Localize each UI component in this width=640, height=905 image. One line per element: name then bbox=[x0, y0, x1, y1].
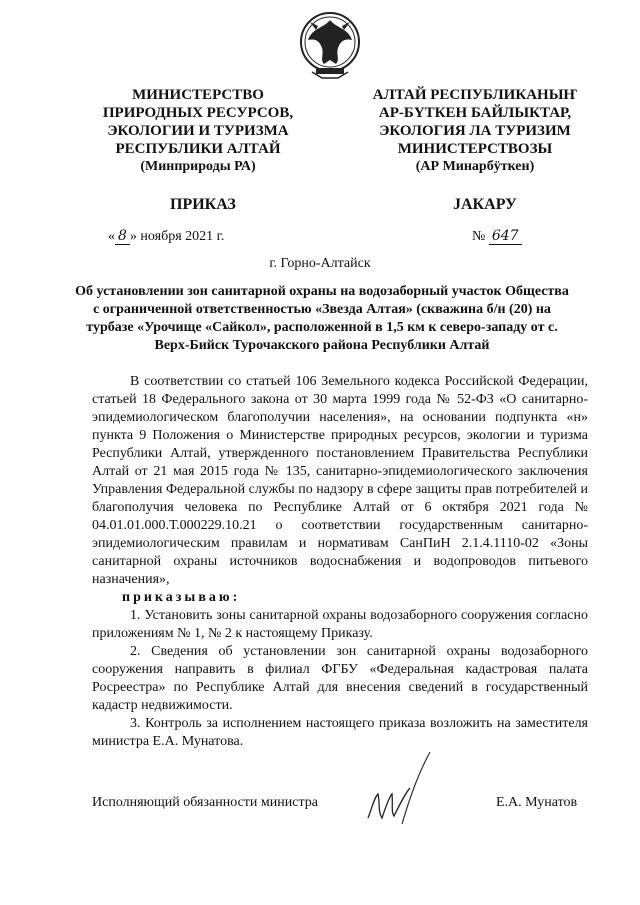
ministry-name-line: МИНИСТЕРСТВО bbox=[132, 87, 264, 103]
preamble-paragraph: В соответствии со статьей 106 Земельного кодекса Российской Федерации, статьей 18 Федерального закона от 30 марта 1999 года № 52-ФЗ «О санитарно-эпидемиологическом благополучии населения», на основании подпункта «н» пункта 9 Положения о Министерстве природных ресурсов, экологии и туризма Республики Алтай, утвержденного постановлением Правительства Республики Алтай от 21 мая 2015 года № 135, санитарно-эпидемиологического заключения Управления Федеральной службы по надзору в сфере защиты прав потребителей и благополучия человека по Республике Алтай от 6 октября 2021 года № 04.01.01.000.Т.000229.10.21 о соответствии государственным санитарно-эпидемиологическим правилам и нормативам СанПиН 2.1.4.1110-02 «Зоны санитарной охраны источников водоснабжения и водопроводов питьевого назначения», bbox=[92, 374, 588, 587]
signatory-title: Исполняющий обязанности министра bbox=[92, 795, 318, 810]
ministry-name-line: РЕСПУБЛИКИ АЛТАЙ bbox=[115, 141, 281, 157]
order-item: 3. Контроль за исполнением настоящего приказа возложить на заместителя министра Е.А. Мунатова. bbox=[92, 716, 588, 749]
ministry-name-line: АР-БҮТКЕН БАЙЛЫКТАР, bbox=[378, 105, 572, 121]
city-line: г. Горно-Алтайск bbox=[269, 256, 371, 271]
order-item: 2. Сведения об установлении зон санитарной охраны водозаборного сооружения направить в филиал ФГБУ «Федеральная кадастровая палата Росреестра» по Республике Алтай для внесения сведений в государственный кадастр недвижимости. bbox=[92, 644, 588, 713]
ministry-name-line: АЛТАЙ РЕСПУБЛИКАНЫҤ bbox=[372, 87, 578, 103]
signatory-name: Е.А. Мунатов bbox=[496, 795, 578, 810]
ministry-header-ru bbox=[82, 86, 314, 176]
ministry-header-alt bbox=[352, 86, 598, 176]
order-item: 1. Установить зоны санитарной охраны водозаборного сооружения согласно приложениям № 1, № 2 к настоящему Приказу. bbox=[92, 608, 588, 641]
handwritten-signature bbox=[360, 748, 440, 828]
order-date bbox=[108, 228, 224, 245]
order-body bbox=[92, 373, 588, 751]
ministry-name-line: ЭКОЛОГИИ И ТУРИЗМА bbox=[107, 123, 289, 139]
republic-emblem-icon bbox=[298, 10, 362, 82]
command-word: приказываю: bbox=[122, 590, 241, 605]
order-title-alt: JАКАРУ bbox=[453, 196, 517, 213]
number-handwritten: 647 bbox=[489, 228, 522, 245]
ministry-abbreviation: (Минприроды РА) bbox=[140, 159, 256, 174]
date-day-handwritten: 8 bbox=[115, 228, 130, 245]
number-prefix: № bbox=[472, 229, 486, 244]
order-title-ru: ПРИКАЗ bbox=[170, 196, 236, 213]
ministry-abbreviation: (АР Минарбӱткен) bbox=[415, 159, 535, 174]
order-subject: Об установлении зон санитарной охраны на водозаборный участок Общества с ограниченной ответственностью «Звезда Алтая» (скважина б/н (20) на турбазе «Урочище «Сайкол», расположенной в 1,5 км к северо-западу от с. Верх-Бийск Турочакского района Республики Алтай bbox=[75, 284, 569, 353]
ministry-name-line: ПРИРОДНЫХ РЕСУРСОВ, bbox=[102, 105, 294, 121]
date-rest: » ноября 2021 г. bbox=[129, 229, 225, 244]
order-number bbox=[472, 228, 522, 245]
ministry-name-line: ЭКОЛОГИЯ ЛА ТУРИЗИМ bbox=[379, 123, 571, 139]
ministry-name-line: МИНИСТЕРСТВОЗЫ bbox=[397, 141, 553, 157]
date-open-quote: « bbox=[108, 229, 115, 244]
